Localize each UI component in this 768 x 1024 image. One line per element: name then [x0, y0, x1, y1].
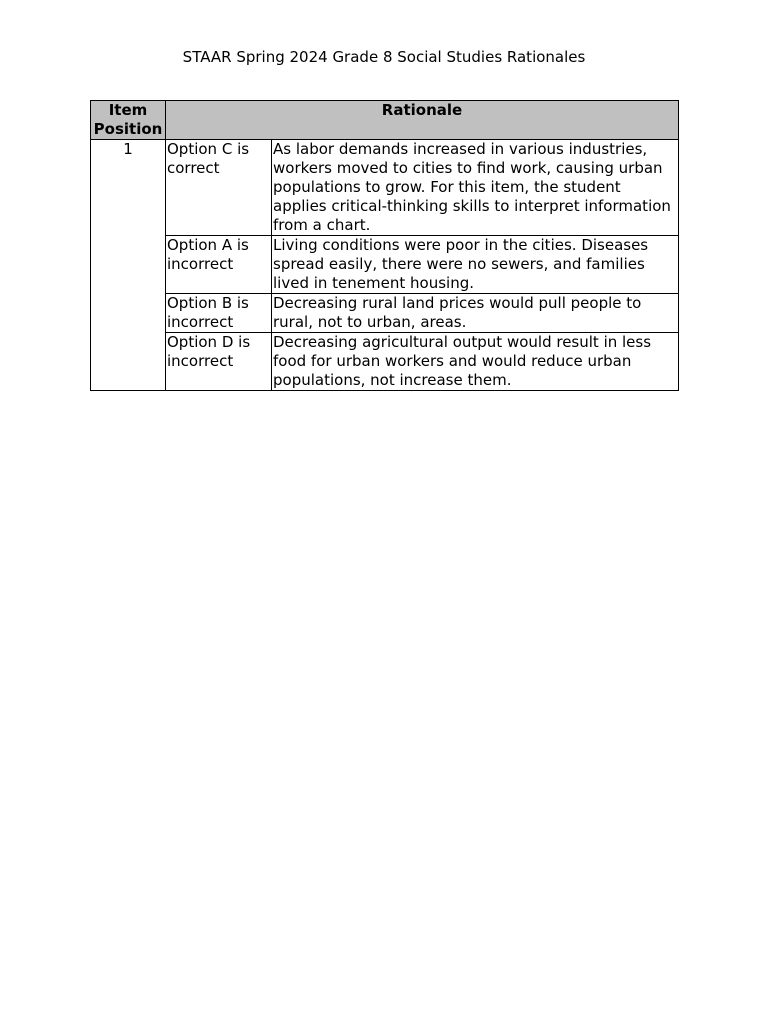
table-row	[91, 140, 679, 236]
header-item-position	[91, 101, 166, 140]
option-cell: Option B is incorrect	[166, 294, 272, 333]
rationale-cell: Decreasing agricultural output would result in less food for urban workers and would reduce urban populations, not increase them.	[272, 333, 679, 391]
page-title: STAAR Spring 2024 Grade 8 Social Studies Rationales	[182, 48, 586, 66]
option-cell: Option A is incorrect	[166, 236, 272, 294]
header-rationale: Rationale	[166, 101, 679, 140]
table-row	[91, 333, 679, 391]
table-row	[91, 294, 679, 333]
table-row	[91, 236, 679, 294]
item-position-cell: 1	[91, 140, 166, 391]
table-header-row	[91, 101, 679, 140]
header-item-position-line2: Position	[93, 120, 163, 138]
header-item-position-line1: Item	[108, 101, 148, 119]
option-cell: Option C is correct	[166, 140, 272, 236]
rationale-cell: Decreasing rural land prices would pull people to rural, not to urban, areas.	[272, 294, 679, 333]
rationale-cell: As labor demands increased in various industries, workers moved to cities to find work, causing urban populations to grow. For this item, the student applies critical-thinking skills to interpret information from a chart.	[272, 140, 679, 236]
rationale-table	[90, 100, 679, 391]
rationale-cell: Living conditions were poor in the cities. Diseases spread easily, there were no sewers, and families lived in tenement housing.	[272, 236, 679, 294]
option-cell: Option D is incorrect	[166, 333, 272, 391]
